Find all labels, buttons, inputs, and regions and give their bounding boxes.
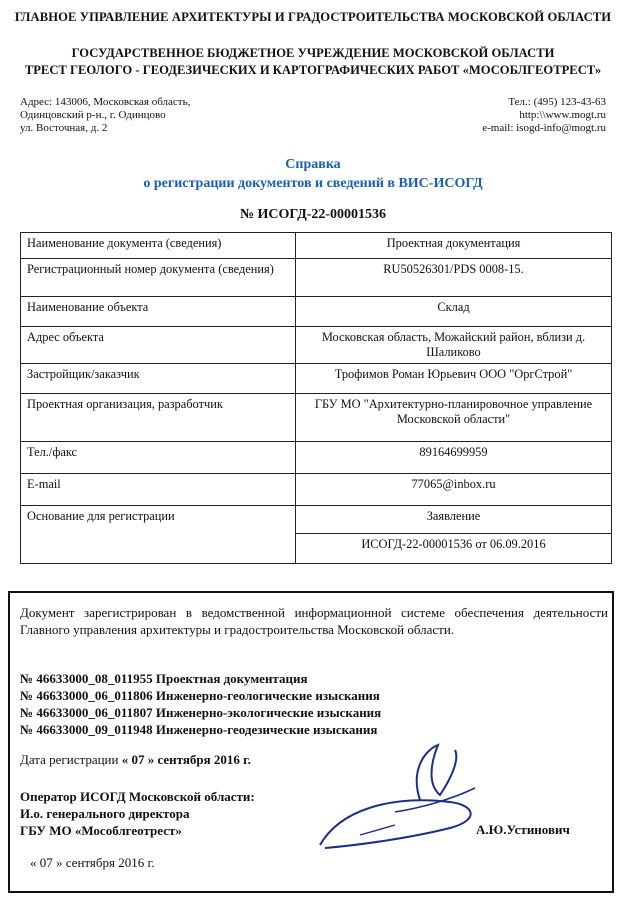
org-directorate: ГЛАВНОЕ УПРАВЛЕНИЕ АРХИТЕКТУРЫ И ГРАДОСТРОИТЕЛЬСТВА МОСКОВСКОЙ ОБЛАСТИ [14,10,612,24]
table-row [21,259,612,297]
table-row [21,327,612,364]
row-value: ГБУ МО "Архитектурно-планировочное управление Московской области" [296,394,612,442]
list-item: № 46633000_08_011955 Проектная документация [20,671,308,686]
website: http:\\www.mogt.ru [519,109,606,121]
table-row [21,506,612,534]
registered-documents [20,670,381,738]
row-key: E-mail [21,474,296,506]
operator-line: И.о. генерального директора [20,806,190,821]
table-row [21,297,612,327]
phone: Тел.: (495) 123-43-63 [508,96,606,108]
footer-date: « 07 » сентября 2016 г. [30,855,155,870]
list-item: № 46633000_06_011806 Инженерно-геологические изыскания [20,688,380,703]
list-item: № 46633000_06_011807 Инженерно-экологические изыскания [20,705,382,720]
table-row [21,474,612,506]
table-row [21,233,612,259]
table-row [21,394,612,442]
registration-statement: Документ зарегистрирован в ведомственной информационной системе обеспечения деятельности Главного управления архитектуры и градостроительства Московской области. [20,605,608,637]
document-title [0,155,626,193]
date-label: Дата регистрации [20,752,119,767]
row-key: Адрес объекта [21,327,296,364]
signature-icon [300,740,500,860]
signer-name: А.Ю.Устинович [476,822,570,837]
list-item: № 46633000_09_011948 Инженерно-геодезические изыскания [20,722,378,737]
row-key: Наименование объекта [21,297,296,327]
row-value: 89164699959 [296,442,612,474]
info-table [20,232,612,564]
org-line-3: ТРЕСТ ГЕОЛОГО - ГЕОДЕЗИЧЕСКИХ И КАРТОГРАФИЧЕСКИХ РАБОТ «МОСОБЛГЕОТРЕСТ» [24,63,602,77]
registration-number: № ИСОГД-22-00001536 [239,207,387,222]
row-value: Заявление [296,506,612,534]
row-value-2: ИСОГД-22-00001536 от 06.09.2016 [296,534,612,564]
row-value: Склад [296,297,612,327]
address-line: Адрес: 143006, Московская область, [20,96,191,108]
row-key: Проектная организация, разработчик [21,394,296,442]
row-value: Московская область, Можайский район, вблизи д. Шаликово [296,327,612,364]
operator-line: Оператор ИСОГД Московской области: [20,789,255,804]
table-row [21,442,612,474]
row-value: RU50526301/PDS 0008-15. [296,259,612,297]
org-line-2: ГОСУДАРСТВЕННОЕ БЮДЖЕТНОЕ УЧРЕЖДЕНИЕ МОСКОВСКОЙ ОБЛАСТИ [71,46,555,60]
row-key: Наименование документа (сведения) [21,233,296,259]
row-key: Регистрационный номер документа (сведения) [21,259,296,297]
registration-date [20,752,251,768]
postal-address [20,96,190,135]
title-line-2: о регистрации документов и сведений в ВИС-ИСОГД [143,176,483,191]
contacts [482,96,606,135]
operator-block [20,788,255,839]
date-value: « 07 » сентября 2016 г. [121,752,251,767]
org-trust [0,45,626,79]
row-key: Тел./факс [21,442,296,474]
table-row [21,364,612,394]
title-line-1: Справка [285,157,341,172]
row-key: Застройщик/заказчик [21,364,296,394]
email: e-mail: isogd-info@mogt.ru [482,122,606,134]
operator-line: ГБУ МО «Мособлгеотрест» [20,823,182,838]
row-value: Проектная документация [296,233,612,259]
row-value: Трофимов Роман Юрьевич ООО "ОргСтрой" [296,364,612,394]
row-key: Основание для регистрации [21,506,296,564]
address-line: Одинцовский р-н., г. Одинцово [20,109,166,121]
row-value: 77065@inbox.ru [296,474,612,506]
address-line: ул. Восточная, д. 2 [20,122,108,134]
